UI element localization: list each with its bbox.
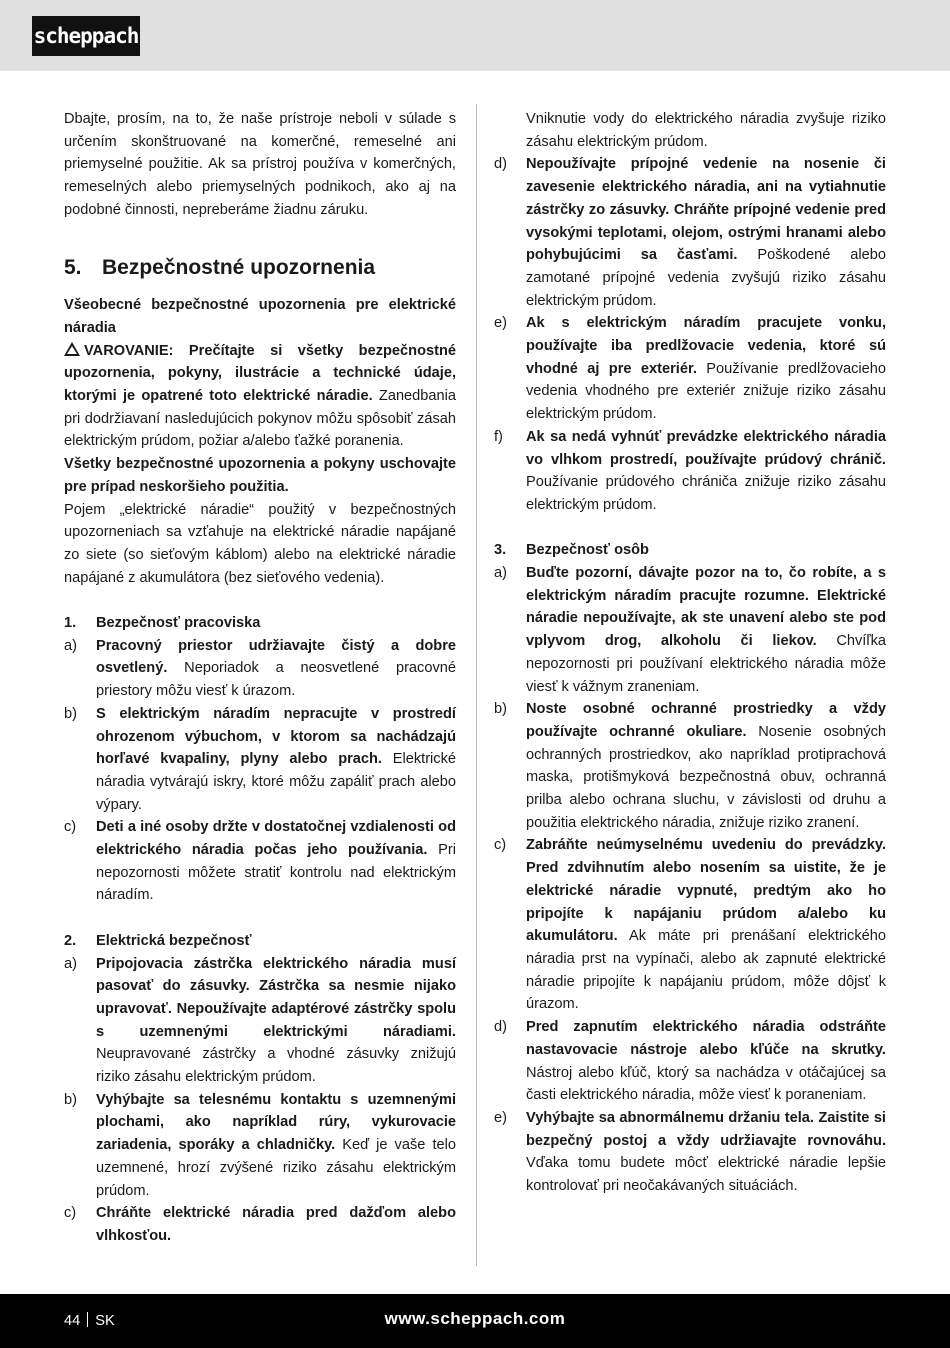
term-definition: Pojem „elektrické náradie“ použitý v bezpečnostných upozorneniach sa vzťahuje na elektrické náradie napájané zo siete (so sieťovým káblom) alebo na elektrické náradie napájané z akumulátora (bez sieťového vedenia). xyxy=(64,501,456,586)
item-bold: Vyhýbajte sa abnormálnemu držaniu tela. Zaistite si bezpečný postoj a vždy udržiavajte rovnováhu. xyxy=(526,1109,886,1149)
list-item xyxy=(494,834,886,1016)
list-item xyxy=(494,312,886,426)
item-key: c) xyxy=(494,837,507,854)
column-divider xyxy=(476,104,477,1266)
item-text: Pri nepozornosti môžete stratiť kontrolu nad elektrickým náradím. xyxy=(96,842,457,904)
item-key: c) xyxy=(64,1205,77,1222)
item-bold: Nepoužívajte prípojné vedenie na nosenie či zavesenie elektrického náradia, ani na vytiahnutie zástrčky zo zásuvky. Chráňte prípojné vedenie pred vysokými teplotami, olejom, ostrými hranami alebo pohybujúcimi sa časťami. xyxy=(526,156,886,264)
item-bold: Deti a iné osoby držte v dostatočnej vzdialenosti od elektrického náradia počas jeho používania. xyxy=(96,819,456,859)
item-key: a) xyxy=(64,955,77,972)
item-key: e) xyxy=(494,315,507,332)
item-text: Neupravované zástrčky a vhodné zásuvky znižujú riziko zásahu elektrickým prúdom. xyxy=(96,1046,456,1086)
item-key: d) xyxy=(494,1019,507,1036)
website-url: www.scheppach.com xyxy=(384,1309,566,1328)
section-heading xyxy=(64,244,456,294)
keep-instructions: Všetky bezpečnostné upozornenia a pokyny uschovajte pre prípad neskoršieho použitia. xyxy=(64,456,456,495)
item-text: Nosenie osobných ochranných prostriedkov, ako napríklad protiprachová maska, protišmyková bezpečnostná obuv, ochranná prilba alebo ochrana sluchu, v závislosti od druhu a použitia elektrického náradia, znižuje riziko zranení. xyxy=(526,723,886,831)
footer-bar xyxy=(0,1294,950,1348)
warning-triangle-icon xyxy=(64,342,80,356)
item-bold: Chráňte elektrické náradia pred dažďom alebo vlhkosťou. xyxy=(96,1205,456,1244)
general-heading: Všeobecné bezpečnostné upozornenia pre elektrické náradia xyxy=(64,297,456,336)
item-bold: Ak sa nedá vyhnúť prevádzke elektrického náradia vo vlhkom prostredí, používajte prúdový chránič. xyxy=(526,428,886,468)
right-column xyxy=(494,108,886,1198)
item-text: Ak máte pri prenášaní elektrického náradia prst na vypínači, alebo ak zapnuté elektrické náradie pripojíte k napájaniu prúdom, môže dôjsť k úrazom. xyxy=(526,928,886,1013)
item-text: Poškodené alebo zamotané prípojné vedenia zvyšujú riziko zásahu elektrickým prúdom. xyxy=(526,247,886,309)
list-item xyxy=(494,1107,886,1198)
header-bar xyxy=(0,0,950,71)
subsection-title: Bezpečnosť osôb xyxy=(526,542,649,559)
item-text: Nástroj alebo kľúč, ktorý sa nachádza v otáčajúcej sa časti elektrického náradia, môže viesť k poraneniam. xyxy=(526,1064,886,1104)
subsection-heading xyxy=(64,612,456,635)
item-text: Používanie predlžovacieho vedenia vhodného pre exteriér znižuje riziko zásahu elektrickým prúdom. xyxy=(526,360,886,423)
item-key: a) xyxy=(494,565,507,582)
subsection-heading xyxy=(494,539,886,562)
list-item xyxy=(64,1202,456,1247)
item-key: b) xyxy=(64,1091,77,1108)
item-bold: Pracovný priestor udržiavajte čistý a dobre osvetlený. xyxy=(96,637,456,677)
list-item xyxy=(64,703,456,817)
warning-paragraph xyxy=(64,340,456,454)
item-text: Používanie prúdového chrániča znižuje riziko zásahu elektrickým prúdom. xyxy=(526,474,886,513)
item-text: Chvíľka nepozornosti pri používaní elektrického náradia môže viesť k vážnym zraneniam. xyxy=(526,633,887,695)
item-key: b) xyxy=(64,705,77,722)
subsection-title: Elektrická bezpečnosť xyxy=(96,932,252,949)
item-bold: Pripojovacia zástrčka elektrického náradia musí pasovať do zásuvky. Zástrčka sa nesmie nijako upravovať. Nepoužívajte adaptérové zástrčky spolu s uzemnenými elektrickými náradiami. xyxy=(96,955,456,1040)
list-item xyxy=(494,426,886,517)
list-item xyxy=(494,698,886,834)
item-text: Vďaka tomu budete môcť elektrické náradie lepšie kontrolovať pri neočakávaných situáciách. xyxy=(526,1155,886,1195)
item-key: f) xyxy=(494,428,503,445)
page-number: 44 xyxy=(64,1313,81,1329)
list-item xyxy=(64,816,456,907)
intro-paragraph: Dbajte, prosím, na to, že naše prístroje neboli v súlade s určením skonštruované na komerčné, remeselné ani priemyselné použitie. Ak sa prístroj používa v komerčných, remeselných alebo priemyselných podnikoch, ako aj na podobné činnosti, nepreberáme žiadnu záruku. xyxy=(64,111,456,218)
list-item xyxy=(64,953,456,1089)
item-text: Neporiadok a neosvetlené pracovné priestory môžu viesť k úrazom. xyxy=(96,660,456,700)
item-bold: Buďte pozorní, dávajte pozor na to, čo robíte, a s elektrickým náradím pracujte rozumne. Elektrické náradie nepoužívajte, ak ste unavení alebo ste pod vplyvom drog, alkoholu či liekov. xyxy=(526,565,886,650)
section-number: 5. xyxy=(64,256,82,280)
item-text: Keď je vaše telo uzemnené, hrozí zvýšené riziko zásahu elektrickým prúdom. xyxy=(96,1137,456,1199)
list-item xyxy=(494,153,886,312)
left-column xyxy=(64,108,456,1248)
item-key: d) xyxy=(494,156,507,173)
list-item xyxy=(64,1089,456,1203)
item-bold: Vyhýbajte sa telesnému kontaktu s uzemnenými plochami, ako napríklad rúry, vykurovacie zariadenia, sporáky a chladničky. xyxy=(96,1091,456,1154)
warning-text: Zanedbania pri dodržiavaní nasledujúcich pokynov môžu spôsobiť zásah elektrickým prúdom, požiar a/alebo ťažké poranenia. xyxy=(64,388,456,450)
warning-bold: VAROVANIE: Prečítajte si všetky bezpečnostné upozornenia, pokyny, ilustrácie a technické údaje, ktorými je opatrené toto elektrické náradie. xyxy=(64,342,456,405)
item-bold: Pred zapnutím elektrického náradia odstráňte nastavovacie nástroje alebo kľúče na skrutky. xyxy=(526,1019,886,1058)
subsection-number: 3. xyxy=(494,542,507,559)
subsection-heading xyxy=(64,930,456,953)
subsection-number: 2. xyxy=(64,932,77,949)
item-key: b) xyxy=(494,701,507,718)
section-title: Bezpečnostné upozornenia xyxy=(102,256,376,280)
language-code: SK xyxy=(95,1313,115,1329)
item-text: Elektrické náradia vytvárajú iskry, ktoré môžu zapáliť prach alebo výpary. xyxy=(96,751,457,813)
subsection-title: Bezpečnosť pracoviska xyxy=(96,615,261,632)
item-key: a) xyxy=(64,637,77,654)
item-bold: Zabráňte neúmyselnému uvedeniu do prevádzky. Pred zdvihnutím alebo nosením sa uistite, že je elektrické náradie vypnuté, predtým ako ho pripojíte k napájaniu prúdom a/alebo ku akumulátoru. xyxy=(526,837,886,945)
item-key: e) xyxy=(494,1109,507,1126)
list-item xyxy=(494,562,886,698)
scheppach-logo: scheppach xyxy=(32,16,140,56)
list-item xyxy=(494,1016,886,1107)
item-bold: Noste osobné ochranné prostriedky a vždy používajte ochranné okuliare. xyxy=(526,701,886,740)
continued-text: Vniknutie vody do elektrického náradia zvyšuje riziko zásahu elektrickým prúdom. xyxy=(526,111,886,150)
item-key: c) xyxy=(64,819,77,836)
subsection-number: 1. xyxy=(64,615,77,632)
item-bold: Ak s elektrickým náradím pracujete vonku, používajte iba predlžovacie vedenia, ktoré sú vhodné aj pre exteriér. xyxy=(526,315,886,377)
item-bold: S elektrickým náradím nepracujte v prostredí ohrozenom výbuchom, v ktorom sa nachádzajú horľavé kvapaliny, plyny alebo prach. xyxy=(96,705,456,768)
list-item xyxy=(64,635,456,703)
